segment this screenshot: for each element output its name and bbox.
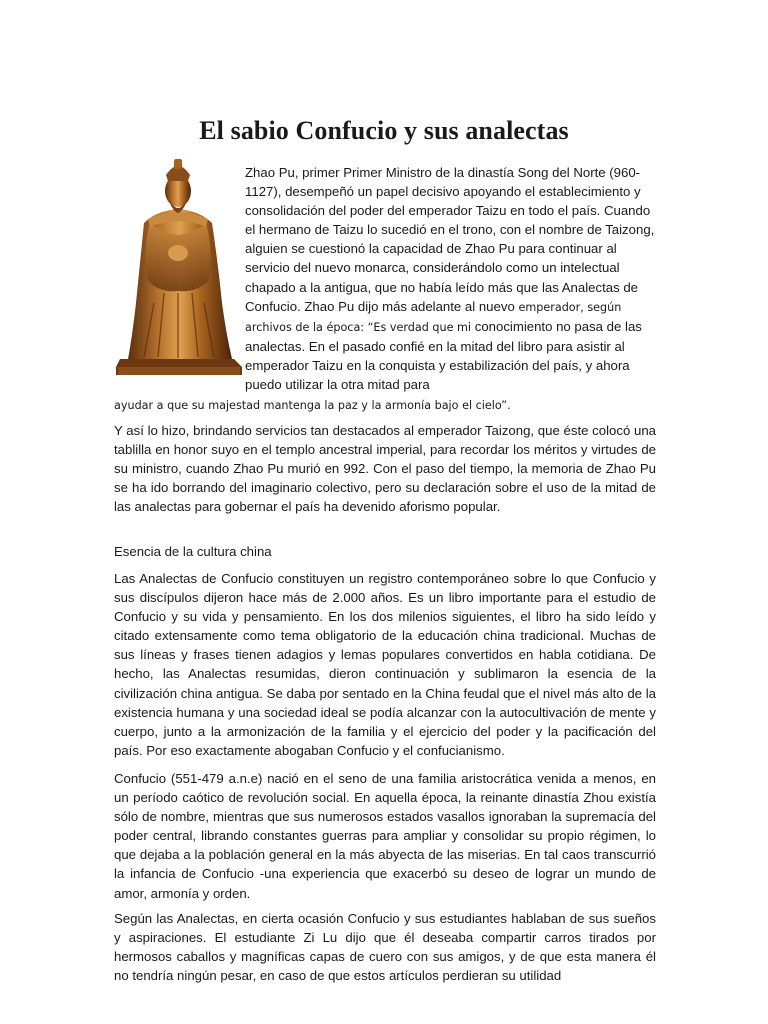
intro-quote-start: emperador, según archivos de la época: “Es verdad que mi <box>245 300 622 334</box>
paragraph-zhao-pu-legacy: Y así lo hizo, brindando servicios tan destacados al emperador Taizong, que éste colocó una tablilla en honor suyo en el templo ancestral imperial, para recordar los méritos y virtudes de su ministro, cuando Zhao Pu murió en 992. Con el paso del tiempo, la memoria de Zhao Pu se ha ido borrando del imaginario colectivo, pero su declaración sobre el uso de la mitad de las analectas para gobernar el país ha devenido aforismo popular. <box>114 423 656 515</box>
intro-main-text: Zhao Pu, primer Primer Ministro de la dinastía Song del Norte (960-1127), desempeñó un papel decisivo apoyando el establecimiento y consolidación del poder del emperador Taizu en todo el país. Cuando el hermano de Taizu lo sucedió en el trono, con el nombre de Taizong, alguien se cuestionó la capacidad de Zhao Pu para continuar al servicio del nuevo monarca, considerándolo como un intelectual chapado a la antigua, que no había leído más que las Analectas de Confucio. Zhao Pu dijo más adelante al nuevo <box>245 165 655 314</box>
intro-paragraph <box>245 163 660 394</box>
intro-rest-text: conocimiento no pasa de las analectas. En el pasado confié en la mitad del libro para asistir al emperador Taizu en la conquista y estabilización del país, y ahora puedo utilizar la otra mitad para <box>245 318 642 393</box>
paragraph-aspirations: Según las Analectas, en cierta ocasión Confucio y sus estudiantes hablaban de sus sueños y aspiraciones. El estudiante Zi Lu dijo que él deseaba compartir carros tirados por hermosos caballos y magníficas capas de cuero con sus amigos, y de que esta manera él no tendría ningún pesar, en caso de que estos artículos perdieran su utilidad <box>114 911 656 984</box>
document-title: El sabio Confucio y sus analectas <box>199 116 569 146</box>
paragraph-analectas: Las Analectas de Confucio constituyen un registro contemporáneo sobre lo que Confucio y sus discípulos dijeron hace más de 2.000 años. Es un libro importante para el estudio de Confucio y su vida y pensamiento. En los dos milenios siguientes, el libro ha sido leído y citado extensamente como tema obligatorio de la educación china tradicional. Muchas de sus líneas y frases tienen adagios y lemas populares convertidos en habla cotidiana. De hecho, las Analectas resumidas, dieron continuación y sublimaron la esencia de la civilización china antigua. Se daba por sentado en la China feudal que el nivel más alto de la existencia humana y una sociedad ideal se podía alcanzar con la autocultivación de mente y cuerpo, junto a la armonización de la familia y el ejercicio del poder y la pacificación del país. Por eso exactamente abogaban Confucio y el confucianismo. <box>114 571 656 758</box>
paragraph-confucio-origins: Confucio (551-479 a.n.e) nació en el seno de una familia aristocrática venida a menos, en un período caótico de revolución social. En aquella época, la reinante dinastía Zhou existía sólo de nombre, mientras que sus numerosos estados vasallos ignoraban la supremacía del poder central, librando constantes guerras para ampliar y consolidar su propio régimen, lo que dejaba a la población general en la más abyecta de las miserias. En tal caos transcurrió la infancia de Confucio -una experiencia que exacerbó su deseo de lograr un mundo de amor, armonía y orden. <box>114 771 656 901</box>
intro-tail-line: ayudar a que su majestad mantenga la paz y la armonía bajo el cielo”. <box>114 399 511 412</box>
section-heading: Esencia de la cultura china <box>114 544 272 559</box>
confucius-statue-image <box>114 153 246 377</box>
